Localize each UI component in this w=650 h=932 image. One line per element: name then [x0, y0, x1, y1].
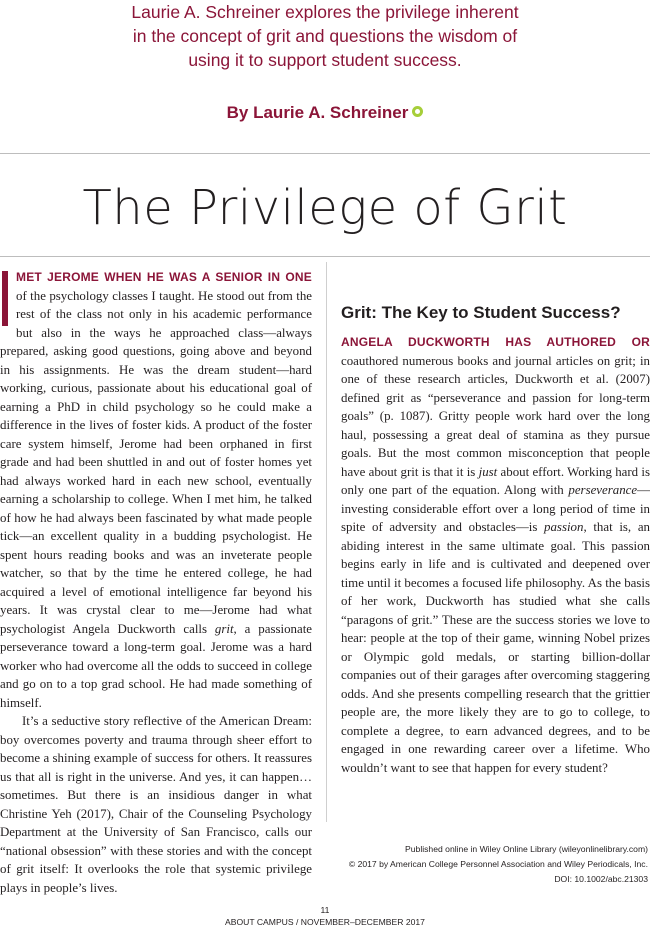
paragraph-3-text-d: , that is, an abiding interest in the same ultimate goal. This passion begins early in life and is cultivated and deepened over time until it becomes a focused life philosophy. As the basis of her work, Duckworth has studied what she calls “paragons of grit.” These are the success stories we love to hear: people at the top of their game, winning Nobel prizes or Olympic gold medals, or starting billion-dollar companies out of their garages after overcoming staggering odds. And she presents compelling research that the grittier people are, the more likely they are to go to college, to complete a degree, to earn advanced degrees, and to be engaged in one rewarding career over a lifetime. Who wouldn’t want to see that happen for every student? [341, 520, 650, 775]
left-column [0, 268, 312, 897]
right-column [341, 282, 650, 777]
deck-line: using it to support student success. [188, 50, 462, 70]
copyright-line: © 2017 by American College Personnel Association and Wiley Periodicals, Inc. [348, 859, 648, 869]
paragraph-1-text-a: of the psychology classes I taught. He stood out from the rest of the class not only in his academic performance but also in the ways he approached class—always prepared, asking good questions, going above and beyond in his assignments. He was the dream student—hard working, curious, passionate about his educational goal of earning a PhD in child psychology so he could make a difference in the lives of foster kids. A product of the foster care system himself, Jerome had been orphaned in first grade and had been shuttled in and out of foster homes yet had always worked hard in each new school, eventually earning a scholarship to college. When I met him, he talked of how he had always been fascinated by what made people tick—an excellent quality in a budding psychologist. He spent hours reading books and was an inveterate people watcher, so that by the time he entered college, he had acquired a level of emotional intelligence far beyond his years. It was crystal clear to me—Jerome had what psychologist Angela Duckworth calls [0, 288, 312, 636]
doi-line[interactable]: DOI: 10.1002/abc.21303 [554, 874, 648, 884]
top-divider [0, 153, 650, 154]
article-title: The Privilege of Grit [82, 180, 568, 236]
emphasis-just: just [478, 464, 498, 479]
article-deck [60, 0, 590, 72]
paragraph-3-text-a: coauthored numerous books and journal articles on grit; in one of these research articles, Duckworth et al. (2007) defined grit as “perseverance and passion for long-term goals” (p. 1087). Gritty people work hard over the long haul, possessing a great deal of stamina as they pursue goals. But the most common misconception that people have about grit is that it is [341, 353, 650, 479]
page-footer [0, 904, 650, 928]
journal-issue: ABOUT CAMPUS / NOVEMBER–DECEMBER 2017 [225, 917, 425, 927]
deck-line: Laurie A. Schreiner explores the privilege inherent [131, 2, 519, 22]
paragraph-1-text-b: , a passionate perseverance toward a long-term goal. Jerome was a hard worker who had overcome all the odds to succeed in college and go on to a top grad school. He had made something of himself. [0, 621, 312, 710]
title-divider [0, 256, 650, 257]
page-number: 11 [320, 905, 330, 915]
published-online-line: Published online in Wiley Online Library (wileyonlinelibrary.com) [405, 844, 648, 854]
paragraph-3-text-c: —investing considerable effort over a long period of time in spite of adversity and obstacles—is [341, 483, 650, 534]
emphasis-grit: grit [214, 621, 234, 636]
deck-line: in the concept of grit and questions the wisdom of [132, 26, 518, 46]
paragraph-3 [341, 333, 650, 777]
section-heading: Grit: The Key to Student Success? [341, 303, 621, 322]
paragraph-3-lead-in: ANGELA DUCKWORTH HAS AUTHORED OR [341, 335, 650, 349]
publication-info [349, 842, 648, 887]
emphasis-perseverance: perseverance [568, 483, 638, 497]
paragraph-3-text-b: about effort. Working hard is only one part of the equation. Along with [341, 464, 650, 497]
paragraph-1-lead-in: MET JEROME WHEN HE WAS A SENIOR IN ONE [16, 270, 312, 284]
column-divider [326, 262, 327, 822]
paragraph-2: It’s a seductive story reflective of the American Dream: boy overcomes poverty and trauma through sheer effort to become a shining example of success for others. It reassures us that all is right in the universe. And yes, it can happen…sometimes. But there is an insidious danger in what Christine Yeh (2017), Chair of the Counseling Psychology Department at the University of San Francisco, calls our “national obsession” with these stories and with the concept of grit itself: It overlooks the role that systemic privilege plays in people’s lives. [0, 714, 312, 895]
emphasis-passion: passion [544, 520, 584, 534]
orcid-icon[interactable] [412, 106, 423, 117]
author-byline [0, 103, 650, 123]
paragraph-1 [0, 268, 312, 712]
drop-cap-i [2, 271, 8, 326]
byline-text: By Laurie A. Schreiner [226, 103, 409, 122]
